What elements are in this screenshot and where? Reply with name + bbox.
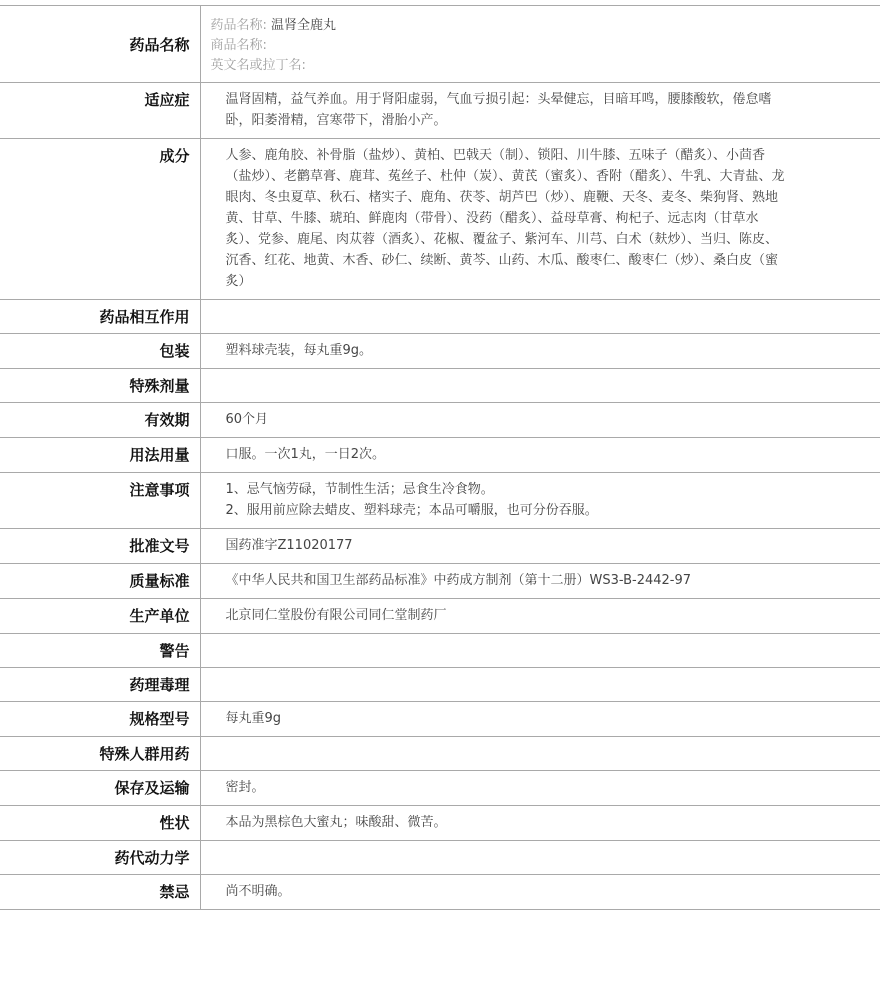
row-value: 密封。	[200, 771, 880, 806]
row-value: 塑料球壳装，每丸重9g。	[200, 334, 880, 369]
trade-name-label: 商品名称:	[210, 38, 267, 53]
row-label: 适应症	[0, 83, 200, 139]
row-value	[200, 300, 880, 334]
row-value	[200, 668, 880, 702]
row-ingredients	[0, 139, 880, 300]
precaution-line: 1、忌气恼劳碌，节制性生活；忌食生冷食物。	[225, 482, 494, 497]
row-label: 注意事项	[0, 473, 200, 529]
row-storage	[0, 771, 880, 806]
drug-name-value: 温肾全鹿丸	[271, 18, 337, 33]
row-value	[200, 369, 880, 403]
row-label: 保存及运输	[0, 771, 200, 806]
row-label: 性状	[0, 806, 200, 841]
row-label: 有效期	[0, 403, 200, 438]
row-approval-number	[0, 529, 880, 564]
row-value	[200, 473, 880, 529]
row-interactions	[0, 300, 880, 334]
row-label: 药代动力学	[0, 841, 200, 875]
row-value: 人参、鹿角胶、补骨脂（盐炒）、黄柏、巴戟天（制）、锁阳、川牛膝、五味子（醋炙）、小茴香（盐炒）、老鹳草膏、鹿茸、菟丝子、杜仲（炭）、黄芪（蜜炙）、香附（醋炙）、牛乳、大青盐、龙眼肉、冬虫夏草、秋石、楮实子、鹿角、茯苓、胡芦巴（炒）、鹿鞭、天冬、麦冬、柴狗肾、熟地黄、甘草、牛膝、琥珀、鲜鹿肉（带骨）、没药（醋炙）、益母草膏、枸杞子、远志肉（甘草水炙）、党参、鹿尾、肉苁蓉（酒炙）、花椒、覆盆子、紫河车、川芎、白术（麸炒）、当归、陈皮、沉香、红花、地黄、木香、砂仁、续断、黄芩、山药、木瓜、酸枣仁、酸枣仁（炒）、桑白皮（蜜炙）	[200, 139, 880, 300]
row-label: 规格型号	[0, 702, 200, 737]
row-label: 包装	[0, 334, 200, 369]
row-label: 用法用量	[0, 438, 200, 473]
drug-name-label: 药品名称:	[210, 18, 267, 33]
row-label: 特殊剂量	[0, 369, 200, 403]
row-value: 《中华人民共和国卫生部药品标准》中药成方制剂（第十二册）WS3-B-2442-97	[200, 564, 880, 599]
row-label: 药品相互作用	[0, 300, 200, 334]
row-special-dosage	[0, 369, 880, 403]
row-label: 生产单位	[0, 599, 200, 634]
row-drug-name	[0, 6, 880, 83]
row-specification	[0, 702, 880, 737]
row-indications	[0, 83, 880, 139]
row-label: 药品名称	[0, 6, 200, 83]
row-warning	[0, 634, 880, 668]
row-precautions	[0, 473, 880, 529]
row-value	[200, 841, 880, 875]
row-label: 药理毒理	[0, 668, 200, 702]
row-value: 口服。一次1丸，一日2次。	[200, 438, 880, 473]
row-value	[200, 6, 880, 83]
row-properties	[0, 806, 880, 841]
row-special-populations	[0, 737, 880, 771]
row-label: 成分	[0, 139, 200, 300]
row-label: 批准文号	[0, 529, 200, 564]
row-label: 禁忌	[0, 875, 200, 910]
row-value: 北京同仁堂股份有限公司同仁堂制药厂	[200, 599, 880, 634]
row-quality-standard	[0, 564, 880, 599]
row-value: 国药准字Z11020177	[200, 529, 880, 564]
row-value: 每丸重9g	[200, 702, 880, 737]
row-value: 本品为黑棕色大蜜丸；味酸甜、微苦。	[200, 806, 880, 841]
row-usage	[0, 438, 880, 473]
drug-info-table	[0, 5, 880, 910]
row-pharmacology	[0, 668, 880, 702]
row-label: 特殊人群用药	[0, 737, 200, 771]
english-name-label: 英文名或拉丁名:	[210, 58, 306, 73]
row-contraindications	[0, 875, 880, 910]
row-packaging	[0, 334, 880, 369]
row-label: 警告	[0, 634, 200, 668]
precaution-line: 2、服用前应除去蜡皮、塑料球壳；本品可嚼服，也可分份吞服。	[225, 503, 598, 518]
row-value	[200, 737, 880, 771]
row-pharmacokinetics	[0, 841, 880, 875]
row-value: 温肾固精，益气养血。用于肾阳虚弱，气血亏损引起：头晕健忘，目暗耳鸣，腰膝酸软，倦怠嗜卧，阳萎滑精，宫寒带下，滑胎小产。	[200, 83, 880, 139]
row-manufacturer	[0, 599, 880, 634]
row-validity	[0, 403, 880, 438]
row-value: 尚不明确。	[200, 875, 880, 910]
row-value	[200, 634, 880, 668]
row-label: 质量标准	[0, 564, 200, 599]
row-value: 60个月	[200, 403, 880, 438]
